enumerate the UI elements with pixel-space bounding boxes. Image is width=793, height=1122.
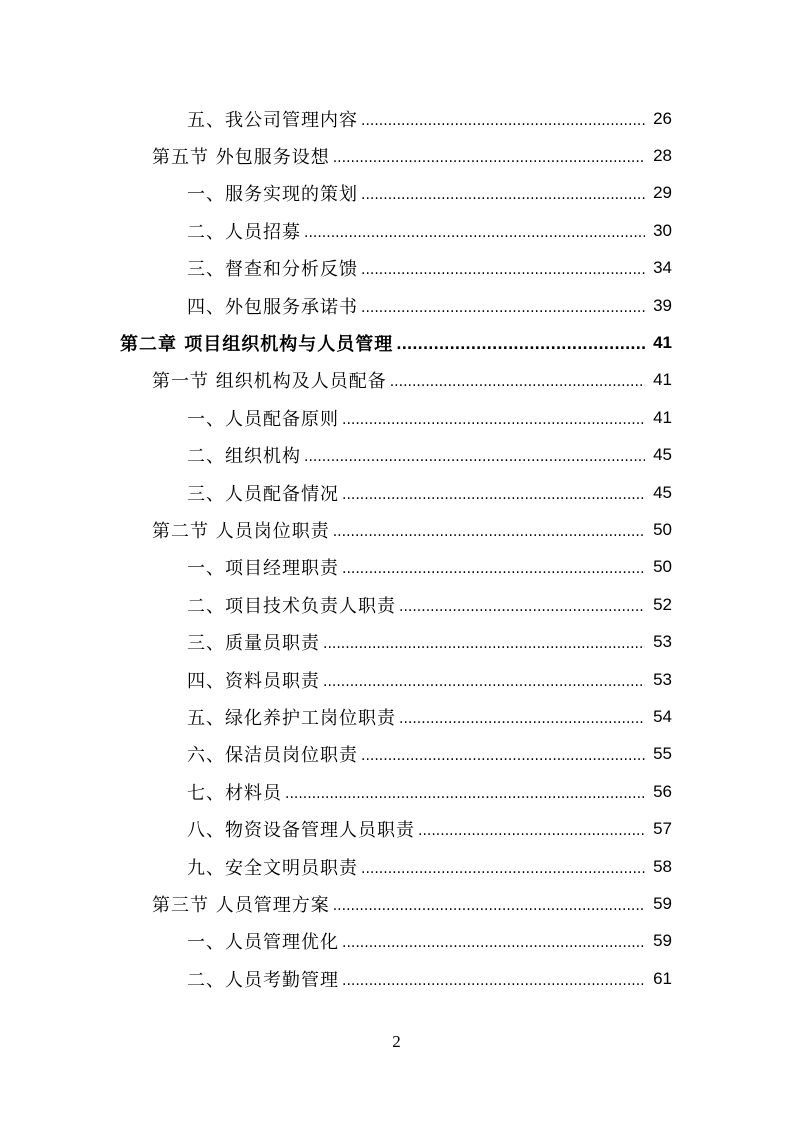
toc-entry-title: 九、安全文明员职责	[187, 857, 358, 879]
toc-entry-title: 第三节 人员管理方案	[152, 894, 330, 916]
toc-entry-title: 第二章 项目组织机构与人员管理	[120, 334, 394, 356]
toc-entry-title: 三、质量员职责	[187, 633, 320, 655]
toc-entry[interactable]	[0, 661, 793, 698]
toc-dot-leader	[304, 223, 645, 243]
toc-entry-page: 56	[653, 781, 672, 801]
toc-entry[interactable]	[0, 175, 793, 212]
toc-entry-page: 50	[653, 557, 672, 577]
toc-entry-page: 59	[653, 893, 672, 913]
toc-entry-page: 41	[653, 407, 672, 427]
toc-dot-leader	[342, 559, 645, 579]
toc-entry[interactable]	[0, 923, 793, 960]
toc-entry-page: 59	[653, 931, 672, 951]
toc-entry-title: 四、资料员职责	[187, 670, 320, 692]
toc-entry-title: 八、物资设备管理人员职责	[187, 820, 415, 842]
toc-entry[interactable]	[0, 362, 793, 399]
toc-entry-page: 41	[653, 333, 672, 353]
toc-entry-title: 三、人员配备情况	[187, 483, 339, 505]
toc-entry[interactable]	[0, 623, 793, 660]
toc-entry-title: 第五节 外包服务设想	[152, 147, 330, 169]
toc-entry-page: 28	[653, 146, 672, 166]
toc-entry[interactable]	[0, 287, 793, 324]
toc-dot-leader	[361, 111, 645, 131]
table-of-contents	[0, 100, 793, 997]
toc-entry[interactable]	[0, 549, 793, 586]
toc-dot-leader	[399, 597, 645, 617]
toc-entry-page: 26	[653, 108, 672, 128]
toc-dot-leader	[396, 335, 645, 355]
toc-dot-leader	[418, 821, 645, 841]
toc-entry-page: 30	[653, 220, 672, 240]
toc-entry[interactable]	[0, 212, 793, 249]
toc-entry-page: 41	[653, 370, 672, 390]
toc-entry-page: 54	[653, 706, 672, 726]
toc-entry-title: 四、外包服务承诺书	[187, 296, 358, 318]
toc-entry-title: 一、人员配备原则	[187, 408, 339, 430]
toc-dot-leader	[361, 859, 645, 879]
toc-entry-page: 53	[653, 669, 672, 689]
toc-entry[interactable]	[0, 100, 793, 137]
toc-entry-page: 45	[653, 482, 672, 502]
toc-entry-title: 一、人员管理优化	[187, 932, 339, 954]
toc-dot-leader	[333, 896, 645, 916]
toc-entry-page: 58	[653, 856, 672, 876]
toc-entry-title: 二、项目技术负责人职责	[187, 595, 396, 617]
toc-dot-leader	[333, 522, 645, 542]
toc-entry[interactable]	[0, 736, 793, 773]
toc-dot-leader	[304, 447, 645, 467]
toc-dot-leader	[333, 148, 645, 168]
toc-entry-page: 39	[653, 295, 672, 315]
toc-entry-title: 二、组织机构	[187, 446, 301, 468]
toc-entry-title: 第二节 人员岗位职责	[152, 520, 330, 542]
toc-entry[interactable]	[0, 885, 793, 922]
toc-entry[interactable]	[0, 474, 793, 511]
toc-dot-leader	[361, 746, 645, 766]
toc-dot-leader	[285, 784, 645, 804]
toc-dot-leader	[323, 634, 645, 654]
toc-entry-page: 53	[653, 632, 672, 652]
toc-entry[interactable]	[0, 810, 793, 847]
toc-chapter-entry[interactable]	[0, 324, 793, 361]
toc-entry-title: 六、保洁员岗位职责	[187, 745, 358, 767]
toc-entry-title: 三、督查和分析反馈	[187, 259, 358, 281]
toc-entry-page: 34	[653, 258, 672, 278]
page-number: 2	[392, 1032, 401, 1051]
toc-entry[interactable]	[0, 586, 793, 623]
toc-entry-page: 50	[653, 519, 672, 539]
toc-entry[interactable]	[0, 960, 793, 997]
toc-entry-title: 五、我公司管理内容	[187, 109, 358, 131]
toc-entry-page: 29	[653, 183, 672, 203]
toc-entry[interactable]	[0, 698, 793, 735]
toc-dot-leader	[399, 709, 645, 729]
toc-dot-leader	[342, 410, 645, 430]
toc-dot-leader	[342, 485, 645, 505]
toc-entry[interactable]	[0, 437, 793, 474]
toc-dot-leader	[342, 933, 645, 953]
toc-dot-leader	[361, 260, 645, 280]
toc-entry-page: 45	[653, 445, 672, 465]
toc-dot-leader	[323, 672, 645, 692]
toc-entry-title: 七、材料员	[187, 782, 282, 804]
toc-entry[interactable]	[0, 511, 793, 548]
toc-entry[interactable]	[0, 848, 793, 885]
toc-entry[interactable]	[0, 773, 793, 810]
toc-entry-title: 一、项目经理职责	[187, 558, 339, 580]
toc-entry-page: 57	[653, 819, 672, 839]
toc-entry[interactable]	[0, 250, 793, 287]
toc-entry-title: 二、人员招募	[187, 221, 301, 243]
toc-entry-title: 五、绿化养护工岗位职责	[187, 707, 396, 729]
toc-entry-title: 二、人员考勤管理	[187, 969, 339, 991]
toc-entry[interactable]	[0, 399, 793, 436]
toc-entry-page: 52	[653, 594, 672, 614]
toc-dot-leader	[361, 298, 645, 318]
toc-entry-page: 61	[653, 968, 672, 988]
toc-dot-leader	[342, 971, 645, 991]
toc-entry[interactable]	[0, 137, 793, 174]
toc-entry-title: 第一节 组织机构及人员配备	[152, 371, 387, 393]
toc-dot-leader	[390, 372, 645, 392]
toc-dot-leader	[361, 185, 645, 205]
toc-entry-page: 55	[653, 744, 672, 764]
toc-entry-title: 一、服务实现的策划	[187, 184, 358, 206]
